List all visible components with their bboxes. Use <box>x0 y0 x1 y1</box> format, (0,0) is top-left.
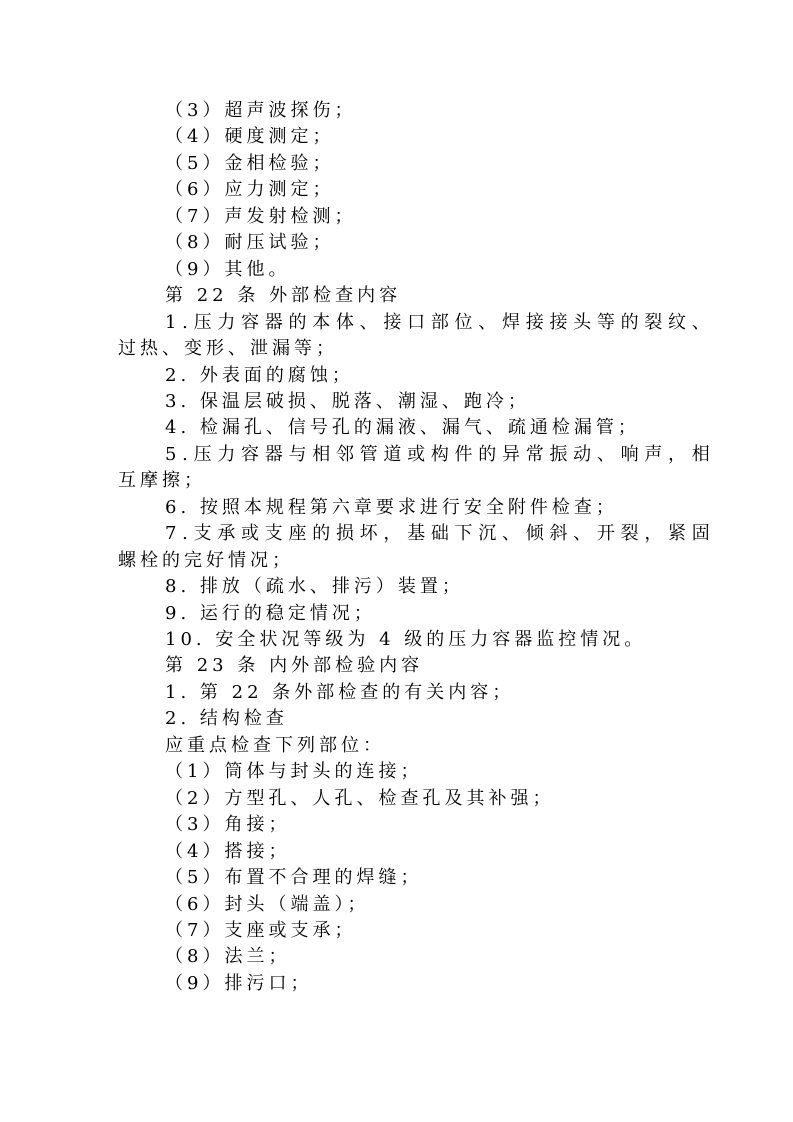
text-line: 1 . 压 力 容 器 的 本 体 、 接 口 部 位 、 焊 接 接 头 等 的 裂 纹 、 <box>165 311 710 333</box>
text-line: 互摩擦； <box>118 470 206 492</box>
text-line: 第 23 条 内外部检验内容 <box>165 655 424 677</box>
text-line: （2）方型孔、人孔、检查孔及其补强； <box>165 787 555 809</box>
text-line: 9. 运行的稳定情况； <box>165 602 376 624</box>
text-line: 2. 外表面的腐蚀； <box>165 364 354 386</box>
text-line: 应重点检查下列部位： <box>165 734 385 756</box>
text-line: （3）超声波探伤； <box>165 100 357 121</box>
text-line: 2. 结构检查 <box>165 708 288 730</box>
text-line: 4. 检漏孔、信号孔的漏液、漏气、疏通检漏管； <box>165 417 640 439</box>
text-line: （7）声发射检测； <box>165 205 357 227</box>
text-line: （3）角接； <box>165 814 291 836</box>
text-line: （8）耐压试验； <box>165 232 335 254</box>
text-line: （5）金相检验； <box>165 152 335 174</box>
text-line: （9）其他。 <box>165 258 291 280</box>
text-line: （5）布置不合理的焊缝； <box>165 867 423 889</box>
text-line: 过热、变形、泄漏等； <box>118 338 338 360</box>
text-line: （1）筒体与封头的连接； <box>165 761 423 783</box>
text-line: （4）硬度测定； <box>165 126 335 148</box>
text-line: 第 22 条 外部检查内容 <box>165 285 402 307</box>
text-line: 7 . 支 承 或 支 座 的 损 坏 ， 基 础 下 沉 、 倾 斜 、 开 裂 ， 紧 固 <box>165 523 710 545</box>
text-line: 5 . 压 力 容 器 与 相 邻 管 道 或 构 件 的 异 常 振 动 、 响 声 ， 相 <box>165 443 710 465</box>
text-line: （7）支座或支承； <box>165 919 357 941</box>
text-line: 8. 排放（疏水、排污）装置； <box>165 576 464 598</box>
text-line: 3. 保温层破损、脱落、潮湿、跑冷； <box>165 390 530 412</box>
text-line: 1. 第 22 条外部检查的有关内容； <box>165 681 515 703</box>
text-line: 10. 安全状况等级为 4 级的压力容器监控情况。 <box>165 629 647 650</box>
text-line: （4）搭接； <box>165 840 291 862</box>
text-line: （6）封头（端盖）； <box>165 893 370 915</box>
text-line: 6. 按照本规程第六章要求进行安全附件检查； <box>165 496 618 518</box>
text-line: （6）应力测定； <box>165 179 335 201</box>
text-line: （9）排污口； <box>165 972 313 994</box>
text-line: （8）法兰； <box>165 946 291 968</box>
text-line: 螺栓的完好情况； <box>118 549 294 571</box>
